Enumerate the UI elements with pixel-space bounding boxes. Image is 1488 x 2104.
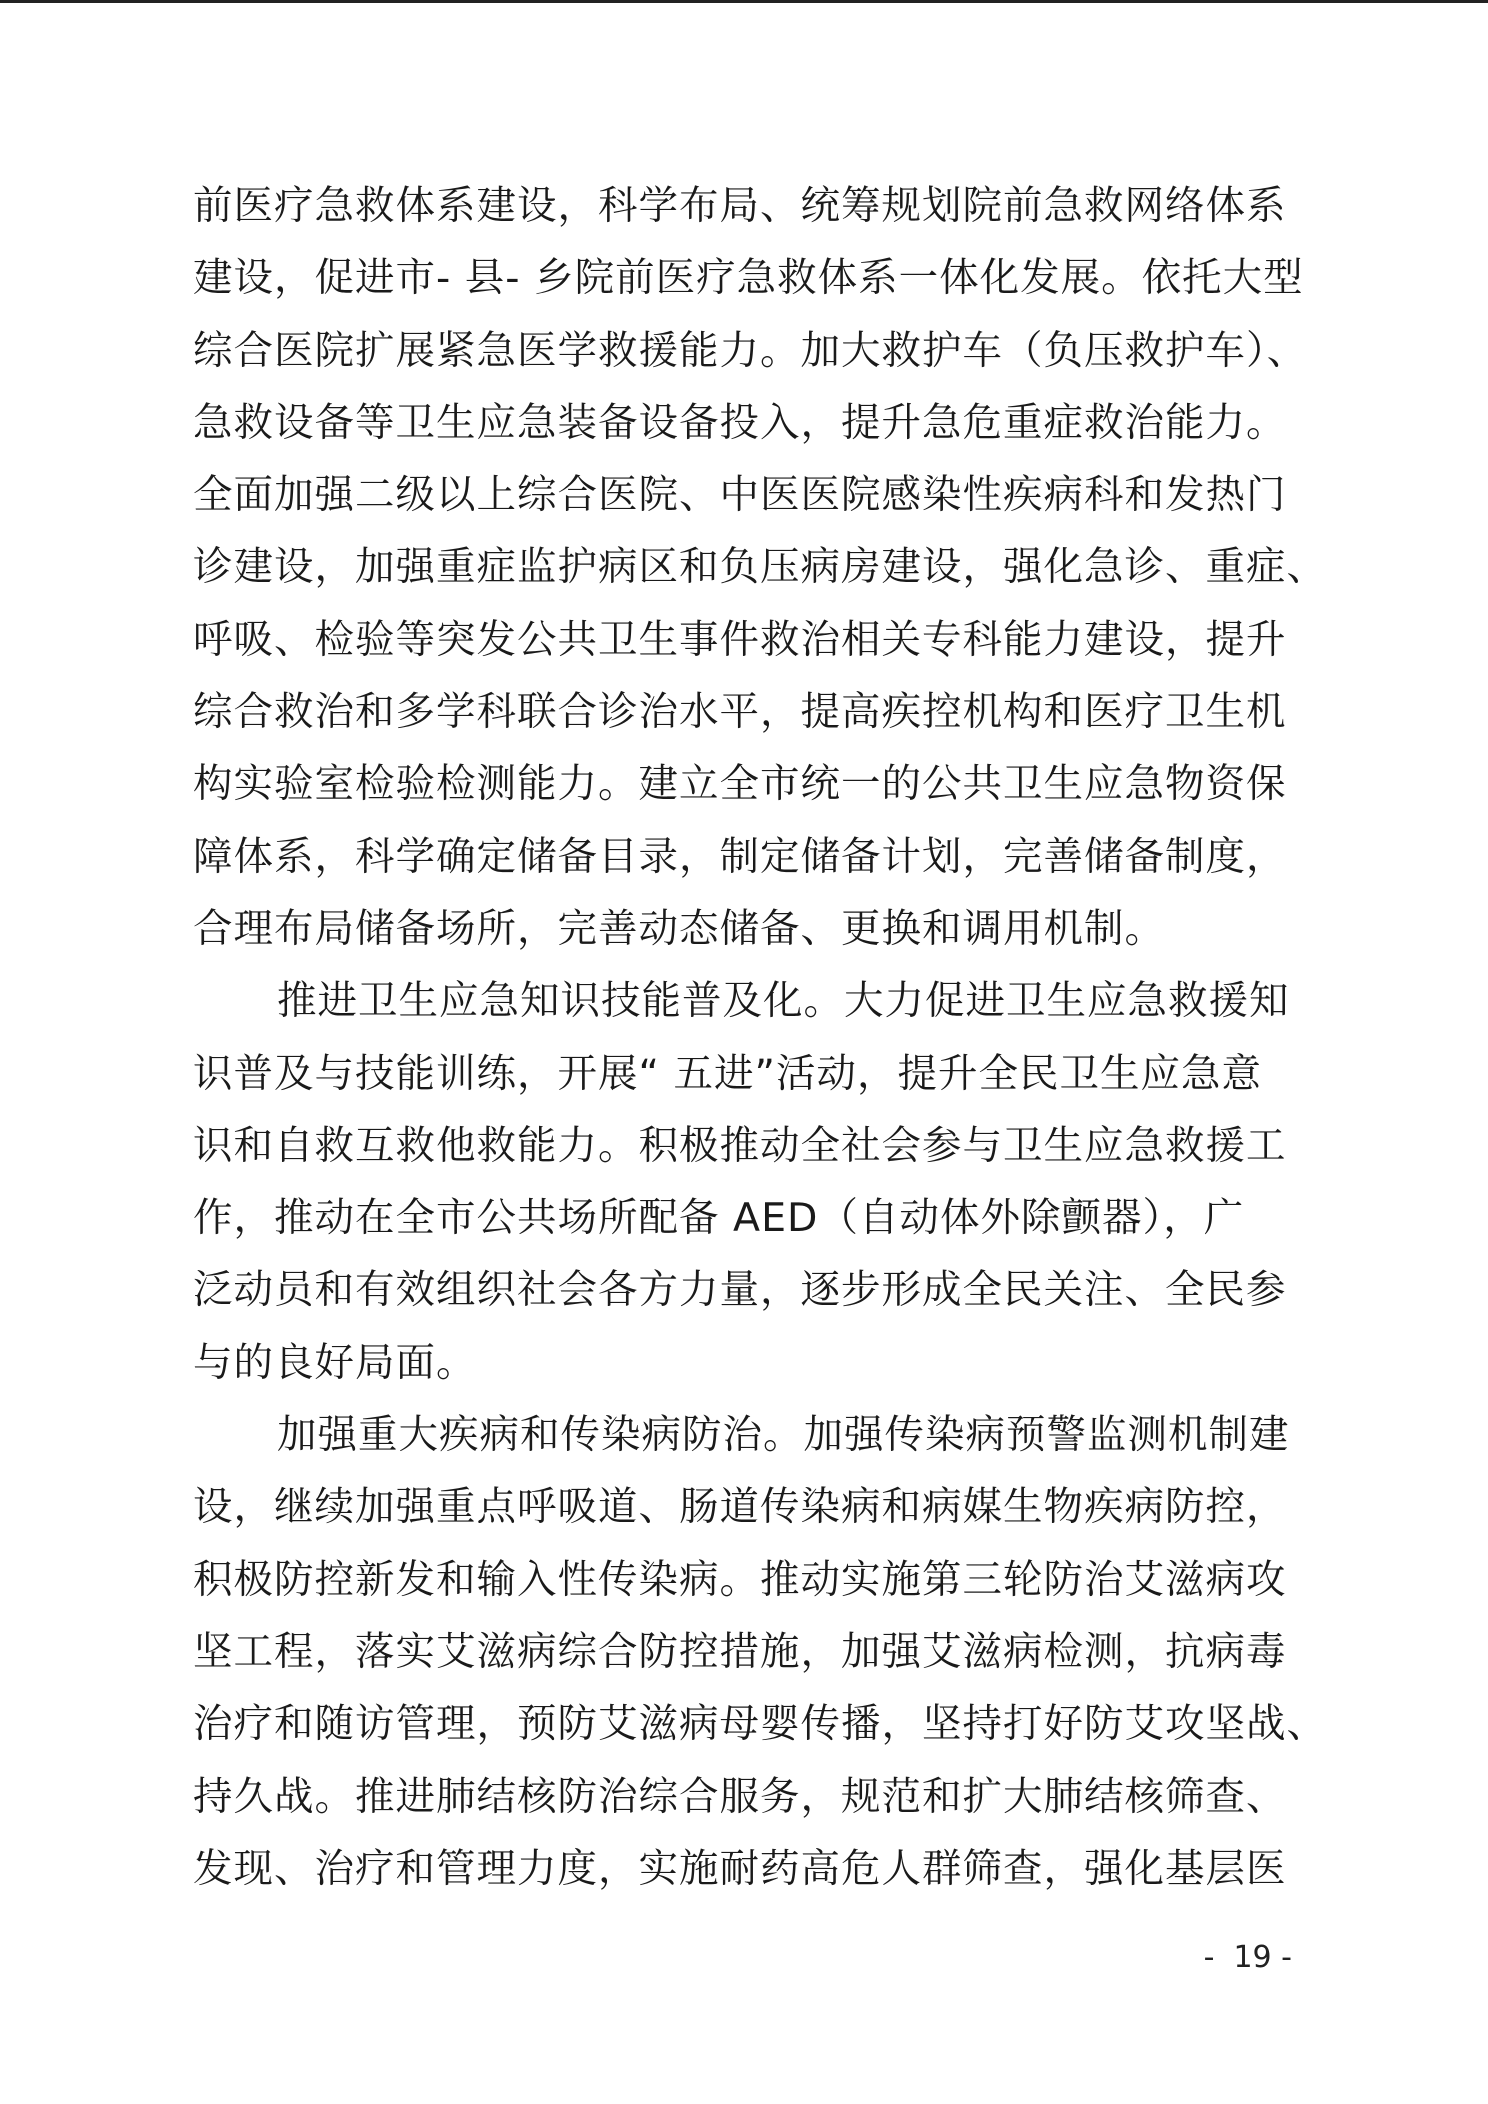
text-line: 与的良好局面。 — [193, 1339, 477, 1386]
text-line: 积极防控新发和输入性传染病。推动实施第三轮防治艾滋病攻 — [193, 1556, 1287, 1603]
text-line: 发现、治疗和管理力度，实施耐药高危人群筛查，强化基层医 — [193, 1845, 1287, 1892]
text-line: 合理布局储备场所，完善动态储备、更换和调用机制。 — [193, 905, 1165, 952]
text-line: 建设，促进市- 县- 乡院前医疗急救体系一体化发展。依托大型 — [193, 255, 1304, 302]
text-line: 识和自救互救他救能力。积极推动全社会参与卫生应急救援工 — [193, 1122, 1287, 1169]
text-line: 治疗和随访管理，预防艾滋病母婴传播，坚持打好防艾攻坚战、 — [193, 1701, 1327, 1748]
document-body — [193, 170, 1327, 1905]
text-line: 急救设备等卫生应急装备设备投入，提升急危重症救治能力。 — [193, 399, 1287, 446]
text-line: 障体系，科学确定储备目录，制定储备计划，完善储备制度， — [193, 833, 1287, 880]
paragraph-start-line: 推进卫生应急知识技能普及化。大力促进卫生应急救援知 — [277, 978, 1290, 1025]
text-line: 识普及与技能训练，开展“ 五进”活动，提升全民卫生应急意 — [193, 1050, 1262, 1097]
text-line: 呼吸、检验等突发公共卫生事件救治相关专科能力建设，提升 — [193, 616, 1287, 663]
text-line: 泛动员和有效组织社会各方力量，逐步形成全民关注、全民参 — [193, 1267, 1287, 1314]
text-line: 全面加强二级以上综合医院、中医医院感染性疾病科和发热门 — [193, 472, 1287, 519]
page-number: - 19 - — [1203, 1940, 1292, 1975]
text-line: 综合救治和多学科联合诊治水平，提高疾控机构和医疗卫生机 — [193, 689, 1287, 736]
text-line: 综合医院扩展紧急医学救援能力。加大救护车（负压救护车）、 — [193, 327, 1308, 374]
paragraph-start-line: 加强重大疾病和传染病防治。加强传染病预警监测机制建 — [277, 1412, 1290, 1459]
text-line: 构实验室检验检测能力。建立全市统一的公共卫生应急物资保 — [193, 761, 1287, 808]
text-line: 诊建设，加强重症监护病区和负压病房建设，强化急诊、重症、 — [193, 544, 1327, 591]
text-line: 作，推动在全市公共场所配备 AED（自动体外除颤器），广 — [193, 1195, 1245, 1242]
text-line: 前医疗急救体系建设，科学布局、统筹规划院前急救网络体系 — [193, 183, 1287, 229]
text-line: 持久战。推进肺结核防治综合服务，规范和扩大肺结核筛查、 — [193, 1773, 1287, 1820]
text-line: 设，继续加强重点呼吸道、肠道传染病和病媒生物疾病防控， — [193, 1484, 1287, 1531]
top-border-line — [0, 0, 1488, 3]
text-line: 坚工程，落实艾滋病综合防控措施，加强艾滋病检测，抗病毒 — [193, 1628, 1287, 1675]
